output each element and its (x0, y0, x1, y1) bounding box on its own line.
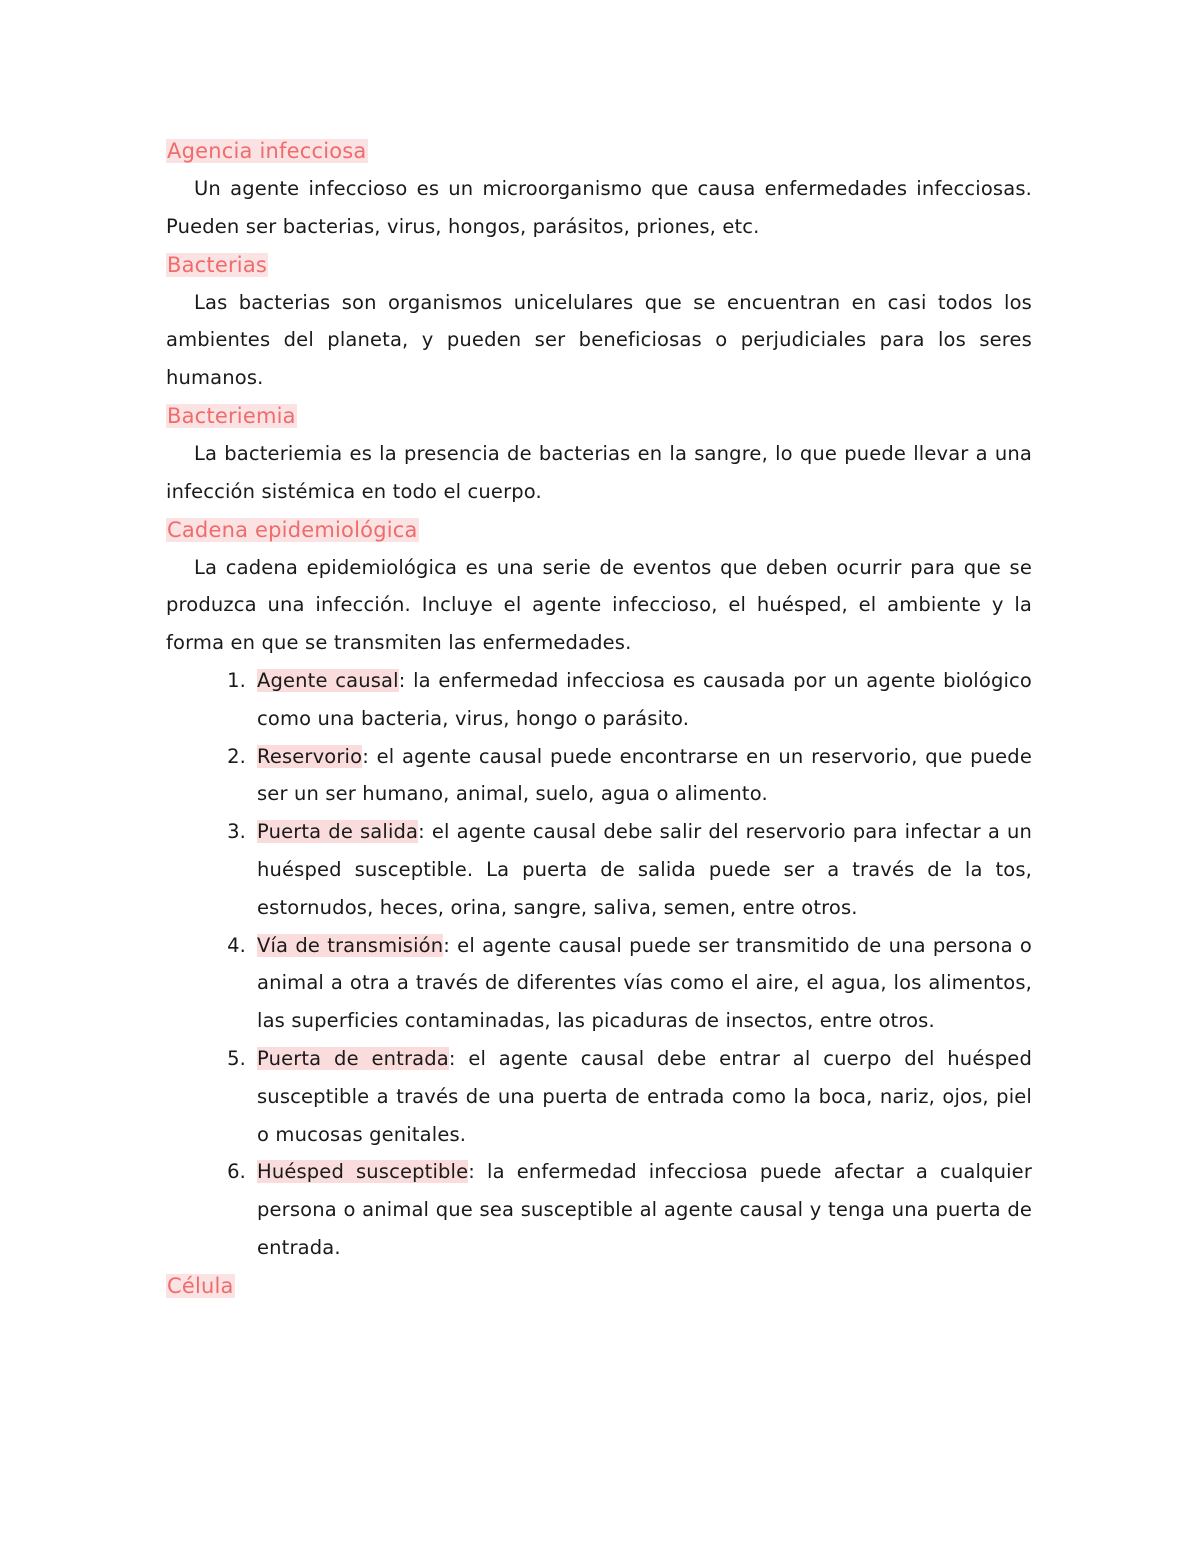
heading-label: Célula (167, 1273, 234, 1298)
list-item (166, 813, 1032, 926)
paragraph-bacteriemia: La bacteriemia es la presencia de bacterias en la sangre, lo que puede llevar a una infección sistémica en todo el cuerpo. (166, 441, 1032, 503)
list-number: 2. (227, 744, 246, 768)
list-item (166, 1153, 1032, 1266)
list-number: 6. (227, 1160, 246, 1184)
paragraph-agencia-infecciosa: Un agente infeccioso es un microorganismo que causa enfermedades infecciosas. Pueden ser bacterias, virus, hongos, parásitos, priones, etc. (166, 177, 1032, 238)
heading-cadena-epidemiologica (166, 511, 1032, 549)
paragraph-bacterias: Las bacterias son organismos unicelulares que se encuentran en casi todos los ambientes del planeta, y pueden ser beneficiosas o perjudiciales para los seres humanos. (166, 290, 1032, 390)
list-item (166, 1040, 1032, 1153)
list-number: 3. (227, 820, 246, 844)
term-highlight: Agente causal (257, 668, 399, 692)
paragraph-cadena-epidemiologica: La cadena epidemiológica es una serie de eventos que deben ocurrir para que se produzca una infección. Incluye el agente infeccioso, el huésped, el ambiente y la forma en que se transmiten las enfermedades. (166, 555, 1032, 655)
heading-bacterias (166, 246, 1032, 284)
document-page (166, 132, 1032, 1305)
heading-label: Agencia infecciosa (167, 139, 367, 163)
list-item (166, 738, 1032, 814)
heading-celula (166, 1267, 1032, 1305)
chain-list (166, 662, 1032, 1267)
heading-bacteriemia (166, 397, 1032, 435)
term-highlight: Puerta de salida (257, 820, 419, 844)
list-item (166, 662, 1032, 738)
item-text: : el agente causal debe entrar al cuerpo del huésped susceptible a través de una puerta de entrada como la boca, nariz, ojos, piel o mucosas genitales. (257, 1046, 1032, 1146)
item-text: : la enfermedad infecciosa es causada por un agente biológico como una bacteria, virus, hongo o parásito. (257, 668, 1033, 730)
term-highlight: Reservorio (257, 744, 363, 768)
heading-agencia-infecciosa (166, 132, 1032, 170)
item-text: : el agente causal puede encontrarse en un reservorio, que puede ser un ser humano, animal, suelo, agua o alimento. (257, 744, 1032, 806)
list-item (166, 927, 1032, 1040)
term-highlight: Puerta de entrada (257, 1046, 449, 1070)
term-highlight: Huésped susceptible (257, 1160, 469, 1184)
heading-label: Cadena epidemiológica (167, 517, 418, 542)
list-number: 5. (227, 1046, 246, 1070)
term-highlight: Vía de transmisión (257, 933, 444, 957)
item-text: : la enfermedad infecciosa puede afectar a cualquier persona o animal que sea susceptible al agente causal y tenga una puerta de entrada. (257, 1160, 1032, 1259)
item-text: : el agente causal debe salir del reservorio para infectar a un huésped susceptible. La puerta de salida puede ser a través de la tos, estornudos, heces, orina, sangre, saliva, semen, entre otros. (257, 820, 1032, 919)
heading-label: Bacteriemia (167, 403, 296, 428)
item-text: : el agente causal puede ser transmitido de una persona o animal a otra a través de diferentes vías como el aire, el agua, los alimentos, las superficies contaminadas, las picaduras de insectos, entre otros. (257, 933, 1032, 1033)
list-number: 4. (227, 933, 246, 957)
heading-label: Bacterias (167, 252, 268, 277)
list-number: 1. (227, 668, 246, 692)
